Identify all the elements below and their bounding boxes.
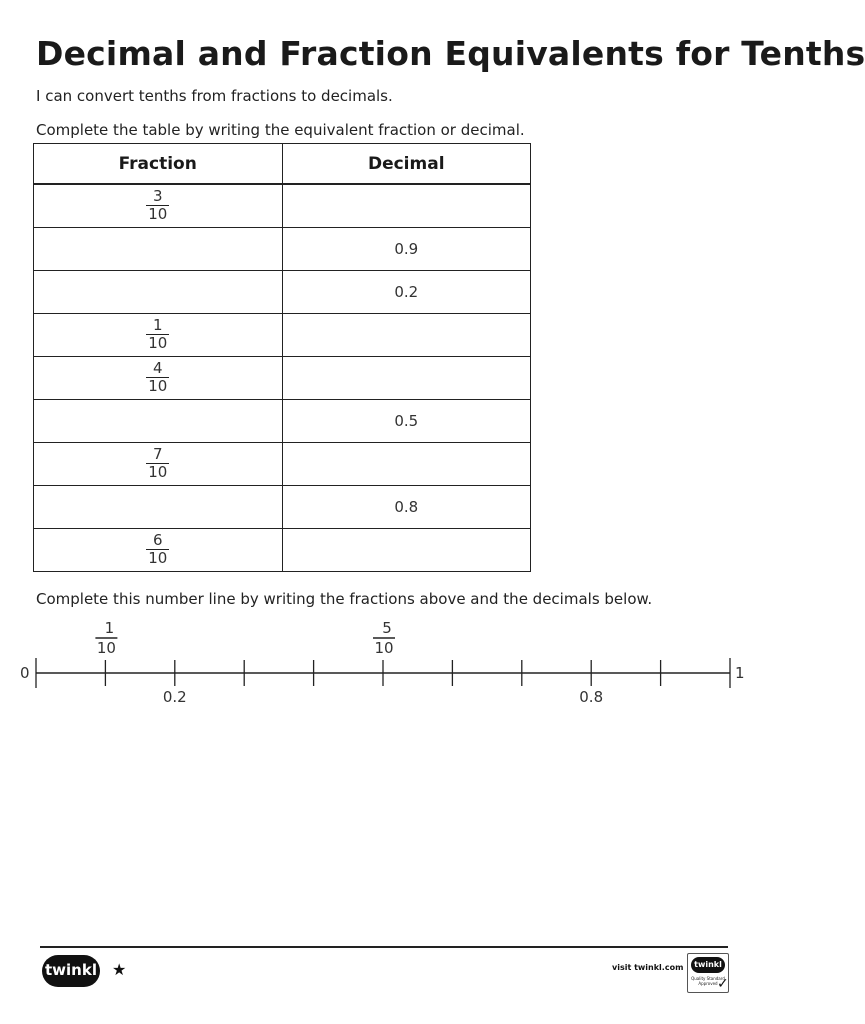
equivalents-table: [33, 143, 531, 572]
number-line-start-label: 0: [20, 664, 30, 682]
fraction-denominator: 10: [148, 463, 168, 481]
table-row: [34, 314, 531, 357]
decimal-cell[interactable]: [282, 314, 531, 357]
quality-badge: [687, 953, 729, 993]
number-line-end-label: 1: [735, 664, 745, 682]
fraction-numerator: 1: [152, 316, 163, 334]
decimal-cell: 0.8: [282, 486, 531, 529]
fraction-cell: [34, 443, 283, 486]
fraction-numerator: 3: [152, 187, 163, 205]
fraction-cell: [34, 184, 283, 228]
column-header-fraction: Fraction: [34, 144, 283, 185]
star-icon: ★: [112, 960, 127, 979]
column-header-decimal: Decimal: [282, 144, 531, 185]
fraction-numerator: 4: [152, 359, 163, 377]
table-row: [34, 400, 531, 443]
twinkl-logo: twinkl: [42, 955, 100, 987]
table-row: [34, 271, 531, 314]
table-row: [34, 184, 531, 228]
decimal-cell: 0.2: [282, 271, 531, 314]
fraction-cell: [34, 357, 283, 400]
footer-divider: [40, 946, 728, 948]
fraction-denominator: 10: [148, 549, 168, 567]
fraction-denominator: 10: [148, 205, 168, 223]
worksheet-title: Decimal and Fraction Equivalents for Tenths: [36, 34, 865, 73]
decimal-cell[interactable]: [282, 443, 531, 486]
fraction-cell: [34, 529, 283, 572]
badge-text: Quality Standard Approved: [691, 976, 725, 986]
checkmark-icon: ✓: [717, 976, 729, 992]
learning-objective: I can convert tenths from fractions to decimals.: [36, 87, 393, 105]
fraction: [146, 447, 169, 480]
number-line-fraction-denominator: 10: [96, 639, 116, 657]
table-row: [34, 228, 531, 271]
table-row: [34, 357, 531, 400]
number-line-fraction-denominator: 10: [374, 639, 394, 657]
fraction-numerator: 7: [152, 445, 163, 463]
number-line-fraction-numerator: 1: [104, 619, 115, 637]
fraction: [146, 189, 169, 222]
decimal-cell[interactable]: [282, 529, 531, 572]
fraction-numerator: 6: [152, 531, 163, 549]
table-row: [34, 529, 531, 572]
number-line-decimal-label: 0.2: [162, 688, 187, 706]
decimal-cell: 0.5: [282, 400, 531, 443]
fraction: [146, 533, 169, 566]
visit-link-text: visit twinkl.com: [612, 963, 684, 972]
table-instruction: Complete the table by writing the equivalent fraction or decimal.: [36, 121, 525, 139]
fraction: [146, 318, 169, 351]
table-body: [34, 184, 531, 572]
fraction-cell[interactable]: [34, 400, 283, 443]
decimal-cell: 0.9: [282, 228, 531, 271]
decimal-cell[interactable]: [282, 184, 531, 228]
table-row: [34, 443, 531, 486]
fraction-cell: [34, 314, 283, 357]
fraction-cell[interactable]: [34, 228, 283, 271]
fraction-denominator: 10: [148, 377, 168, 395]
table-row: [34, 486, 531, 529]
number-line: [0, 610, 768, 720]
fraction: [146, 361, 169, 394]
numberline-instruction: Complete this number line by writing the fractions above and the decimals below.: [36, 590, 653, 608]
fraction-cell[interactable]: [34, 486, 283, 529]
table-header-row: [34, 144, 531, 185]
fraction-denominator: 10: [148, 334, 168, 352]
fraction-cell[interactable]: [34, 271, 283, 314]
decimal-cell[interactable]: [282, 357, 531, 400]
number-line-decimal-label: 0.8: [579, 688, 604, 706]
badge-logo: twinkl: [691, 957, 725, 973]
number-line-fraction-numerator: 5: [382, 619, 392, 637]
